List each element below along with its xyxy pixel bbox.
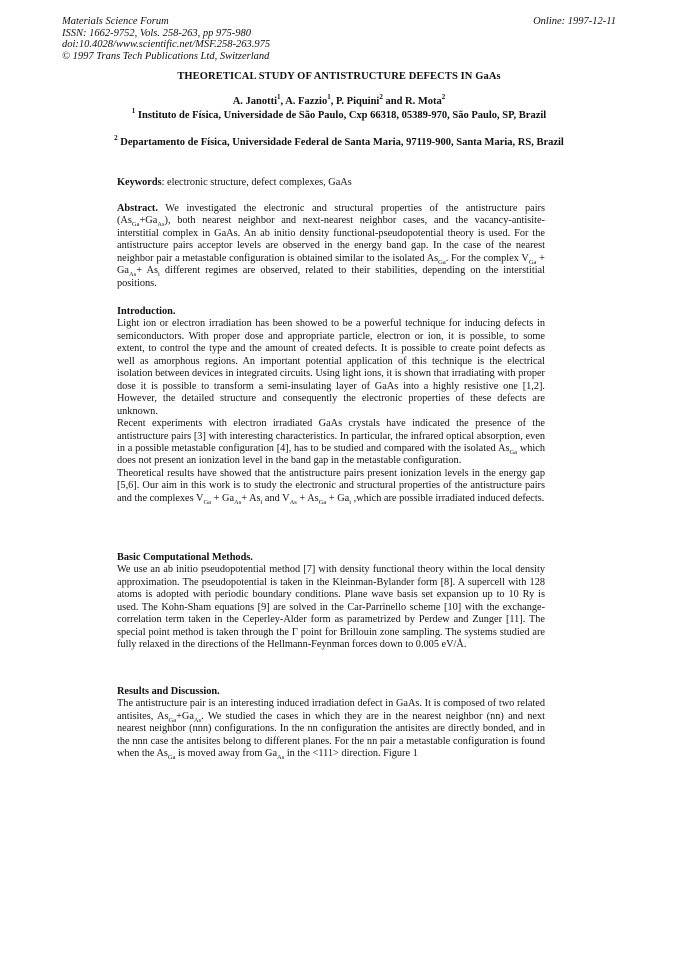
section-heading: Introduction. [117,306,176,317]
keywords-line [117,177,545,189]
journal-name: Materials Science Forum [62,16,169,27]
journal-header [62,16,270,62]
results-section [117,686,545,761]
section-heading: Results and Discussion. [117,686,220,697]
author-affiliation-mark: 1 [327,92,331,101]
paragraph: We use an ab initio pseudopotential method [7] with density functional theory within the local density approximation. The pseudopotential is taken in the Kleinman-Bylander form [8]. A supercell with 128 atoms is adopted with periodic boundary conditions. Plane wave basis set expansion up to 10 Ry is used. The Kohn-Sham equations [9] are solved in the Car-Parrinello scheme [10] with the exchange-correlation term taken in the Ceperley-Alder form as parametrized by Perdew and Zunger [11]. The special point method is taken through the Γ point for Brillouin zone sampling. The systems studied are fully relaxed in the directions of the Hellmann-Feynman forces down to 0.005 eV/Å. [117,564,545,651]
affiliation-1: $^1$ Instituto de Física, Universidade de São Paulo, Cxp 66318, 05389-970, São Paulo, SP, Brazil [131,106,547,121]
copyright-line: © 1997 Trans Tech Publications Ltd, Switzerland [62,50,270,62]
section-heading: Basic Computational Methods. [117,552,253,563]
paragraph: The antistructure pair is an interesting induced irradiation defect in GaAs. It is composed of two related antisites, $As_{Ga}+Ga_{As}$. We studied the cases in which they are in the nearest neighbor (nn) and next nearest neighbor (nnn) configurations. In the nn configuration the antisites are directly bonded, and in the nnn case the antisites belong to different planes. For the nn pair a metastable configuration is found when the $As_{Ga}$ is moved away from $Ga_{As}$ in the <111> direction. Figure 1 [117,698,545,762]
introduction-section [117,306,545,505]
paragraph: Theoretical results have showed that the antistructure pairs present ionization levels in the energy gap [5,6]. Our aim in this work is to study the electronic and structural properties of the antistructure pairs and the complexes $V_{Ga} + Ga_{As}+ As_i$ and $V_{As} + As_{Ga} + Ga_i$ ,which are possible irradiated induced defects. [117,467,545,506]
author-affiliation-mark: 2 [379,92,383,101]
author-affiliation-mark: 2 [441,92,446,101]
paragraph: Light ion or electron irradiation has been showed to be a powerful technique for inducing defects in semiconductors. With proper dose and appropriate particle, electron or ion, it is possible, to some extent, to control the type and the amount of created defects. It is possible to create point defects as well as amorphous regions. An important potential application of this technique is the electrical isolation between devices in integrated circuits. Using light ions, it is shown that irradiating with proper dose it is possible to transform a semi-insulating layer of GaAs into a highly resistive one [1,2]. However, the detailed structure and consequently the electronic properties of these defects are unknown. [117,318,545,417]
affiliation-2: $^2$ Departamento de Física, Universidade Federal de Santa Maria, 97119-900, Santa Maria, RS, Brazil [114,133,564,148]
issn-line: ISSN: 1662-9752, Vols. 258-263, pp 975-980 [62,27,251,39]
paragraph: Recent experiments with electron irradiated GaAs crystals have indicated the presence of the antistructure pairs [3] with interesting characteristics. In particular, the infrared optical absorption, even in a possible metastable configuration [4], has to be studied and compared with the isolated $As_{Ga}$ which does not present an ionization level in the band gap in the metastable configuration. [117,418,545,467]
author-name: R. Mota [405,96,442,107]
author-name: P. Piquini [335,96,380,107]
abstract-label: Abstract. [117,203,158,214]
author-list: A. Janotti$^1$, A. Fazzio$^1$, P. Piquini$^2$ and R. Mota$^2$ [232,92,446,107]
keywords-label: Keywords [117,177,162,188]
online-date: Online: 1997-12-11 [533,16,616,27]
author-affiliation-mark: 1 [277,92,281,101]
doi-line: doi:10.4028/www.scientific.net/MSF.258-263.975 [62,39,271,51]
keywords-text: : electronic structure, defect complexes, GaAs [161,177,352,188]
author-name: A. Janotti [232,96,278,107]
methods-section [117,552,545,652]
abstract: Abstract. We investigated the electronic and structural properties of the antistructure pairs $(As_{Ga}+Ga_{As})$, both nearest neighbor and next-nearest neighbor cases, and the vacancy-antisite-interstitial complex in GaAs. An ab initio density functional-pseudopotential theory is used. For the antistructure pairs acceptor levels are observed in the energy band gap. In the case of the nearest neighbor pair a metastable configuration is obtained similar to the isolated $As_{Ga}$. For the complex $V_{Ga} + Ga_{As}+ As_i$ different regimes are observed, related to their stabilities, depending on the interstitial positions. [117,203,545,289]
author-name: A. Fazzio [285,96,328,107]
paper-title: THEORETICAL STUDY OF ANTISTRUCTURE DEFECTS IN GaAs [177,71,501,82]
